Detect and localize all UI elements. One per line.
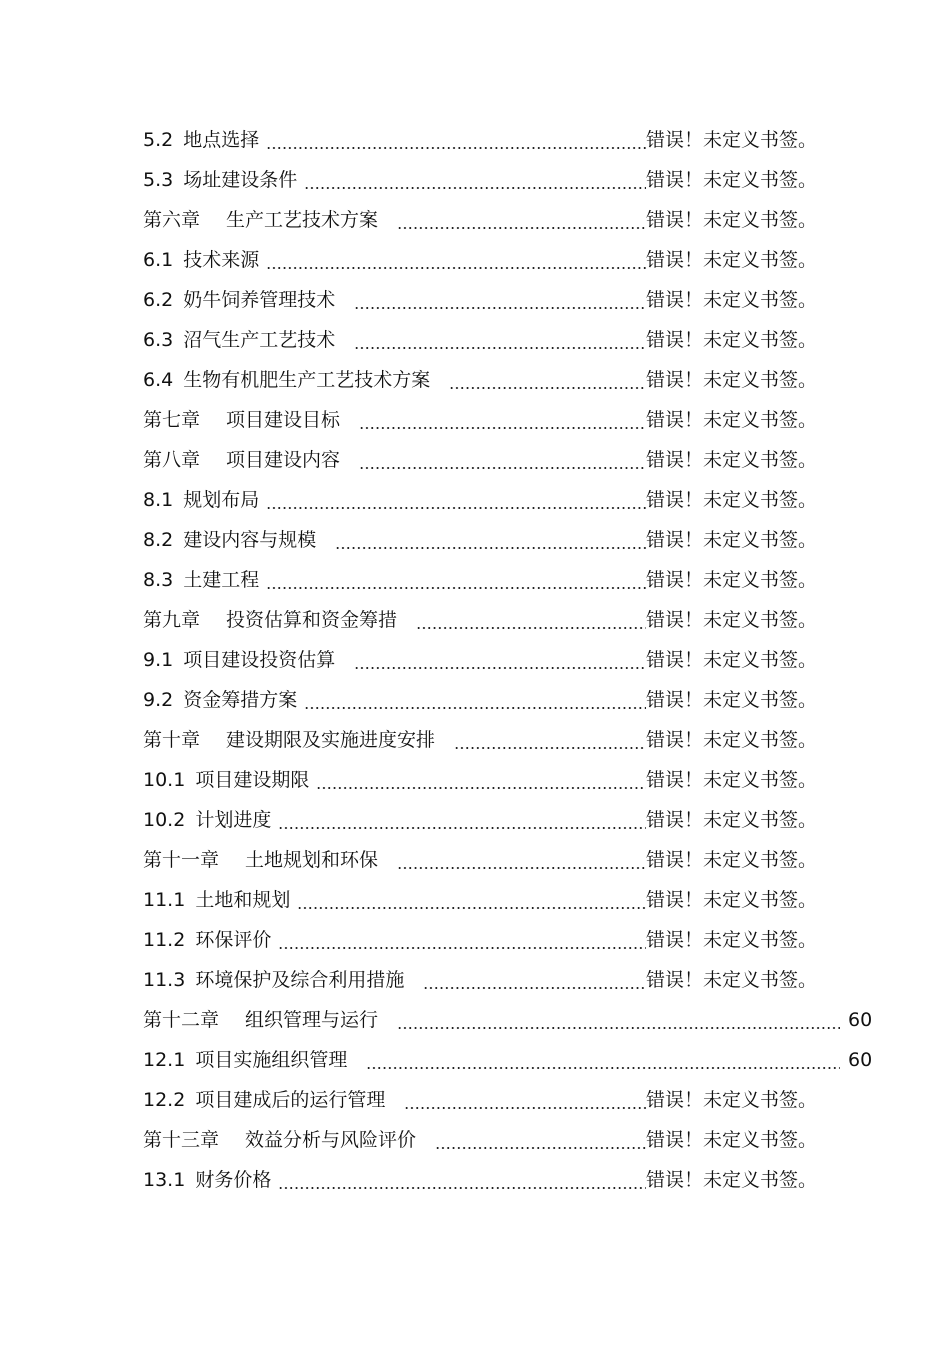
toc-entry-page: 错误！未定义书签。 <box>646 609 818 631</box>
toc-entry[interactable] <box>0 1120 950 1160</box>
toc-entry-page: 60 <box>848 1009 873 1031</box>
toc-entry-heading <box>143 800 271 840</box>
toc-entry-heading <box>143 280 335 320</box>
toc-entry-page: 错误！未定义书签。 <box>646 249 818 271</box>
toc-entry-heading <box>143 160 297 200</box>
dot-leader <box>304 187 646 189</box>
toc-entry-page: 错误！未定义书签。 <box>646 1129 818 1151</box>
toc-entry-title: 环境保护及综合利用措施 <box>195 969 405 991</box>
toc-entry-title: 奶牛饲养管理技术 <box>183 289 336 311</box>
toc-entry-page: 错误！未定义书签。 <box>646 569 818 591</box>
toc-entry-number: 6.2 <box>143 289 174 311</box>
toc-entry-heading <box>143 520 316 560</box>
toc-entry-heading <box>143 880 290 920</box>
toc-entry-heading <box>143 360 430 400</box>
toc-entry-heading <box>143 1120 416 1160</box>
toc-entry-title: 场址建设条件 <box>183 169 298 191</box>
toc-entry[interactable] <box>0 680 950 720</box>
toc-entry-page: 错误！未定义书签。 <box>646 969 818 991</box>
toc-entry[interactable] <box>0 360 950 400</box>
dot-leader <box>278 827 646 829</box>
toc-entry[interactable] <box>0 840 950 880</box>
toc-entry-page: 错误！未定义书签。 <box>646 769 818 791</box>
toc-entry-number: 第六章 <box>143 209 201 231</box>
toc-entry[interactable] <box>0 400 950 440</box>
toc-entry-page: 错误！未定义书签。 <box>646 689 818 711</box>
toc-entry-heading <box>143 760 309 800</box>
dot-leader <box>366 1067 840 1069</box>
toc-entry-heading <box>143 320 335 360</box>
toc-entry-number: 10.1 <box>143 769 186 791</box>
toc-entry-number: 第十一章 <box>143 849 220 871</box>
toc-entry-title: 项目实施组织管理 <box>195 1049 348 1071</box>
toc-entry[interactable] <box>0 520 950 560</box>
dot-leader <box>449 387 646 389</box>
toc-entry-page: 错误！未定义书签。 <box>646 729 818 751</box>
toc-entry[interactable] <box>0 880 950 920</box>
toc-entry-title: 效益分析与风险评价 <box>245 1129 417 1151</box>
toc-entry-title: 建设内容与规模 <box>183 529 317 551</box>
toc-entry-number: 13.1 <box>143 1169 186 1191</box>
toc-entry-number: 11.2 <box>143 929 186 951</box>
toc-entry-heading <box>143 600 397 640</box>
toc-entry[interactable] <box>0 560 950 600</box>
toc-entry[interactable] <box>0 720 950 760</box>
toc-entry-title: 环保评价 <box>195 929 272 951</box>
dot-leader <box>354 347 646 349</box>
toc-entry-heading <box>143 1040 347 1080</box>
toc-entry-page: 错误！未定义书签。 <box>646 849 818 871</box>
toc-entry[interactable] <box>0 1080 950 1120</box>
toc-entry-title: 规划布局 <box>183 489 260 511</box>
toc-entry-heading <box>143 240 259 280</box>
toc-entry-number: 第九章 <box>143 609 201 631</box>
toc-entry-title: 投资估算和资金筹措 <box>226 609 398 631</box>
toc-entry-title: 财务价格 <box>195 1169 272 1191</box>
toc-entry-page: 错误！未定义书签。 <box>646 449 818 471</box>
toc-entry-heading <box>143 200 378 240</box>
dot-leader <box>359 427 646 429</box>
toc-entry-heading <box>143 560 259 600</box>
toc-entry-page: 错误！未定义书签。 <box>646 169 818 191</box>
toc-entry-title: 组织管理与运行 <box>245 1009 379 1031</box>
dot-leader <box>454 747 646 749</box>
toc-entry-number: 11.3 <box>143 969 186 991</box>
toc-entry-number: 6.1 <box>143 249 174 271</box>
toc-entry[interactable] <box>0 1040 950 1080</box>
toc-entry-heading <box>143 840 378 880</box>
toc-entry-number: 11.1 <box>143 889 186 911</box>
toc-entry-page: 60 <box>848 1049 873 1071</box>
dot-leader <box>354 667 646 669</box>
toc-entry[interactable] <box>0 600 950 640</box>
toc-entry-heading <box>143 440 340 480</box>
dot-leader <box>397 1027 840 1029</box>
toc-entry-page: 错误！未定义书签。 <box>646 1089 818 1111</box>
toc-entry-title: 建设期限及实施进度安排 <box>226 729 436 751</box>
toc-entry[interactable] <box>0 280 950 320</box>
toc-entry[interactable] <box>0 200 950 240</box>
toc-entry-heading <box>143 1000 378 1040</box>
toc-entry-title: 项目建设目标 <box>226 409 341 431</box>
toc-entry-number: 6.4 <box>143 369 174 391</box>
dot-leader <box>266 267 646 269</box>
toc-entry-title: 资金筹措方案 <box>183 689 298 711</box>
toc-entry[interactable] <box>0 960 950 1000</box>
dot-leader <box>278 1187 646 1189</box>
toc-entry-heading <box>143 120 259 160</box>
toc-entry-heading <box>143 920 271 960</box>
dot-leader <box>435 1147 646 1149</box>
toc-entry-page: 错误！未定义书签。 <box>646 1169 818 1191</box>
toc-entry-title: 土地和规划 <box>195 889 291 911</box>
toc-entry-number: 9.1 <box>143 649 174 671</box>
toc-entry-title: 项目建设内容 <box>226 449 341 471</box>
toc-entry-title: 生物有机肥生产工艺技术方案 <box>183 369 431 391</box>
toc-entry-number: 8.1 <box>143 489 174 511</box>
dot-leader <box>316 787 646 789</box>
toc-entry[interactable] <box>0 1000 950 1040</box>
toc-entry-number: 9.2 <box>143 689 174 711</box>
dot-leader <box>304 707 646 709</box>
toc-entry[interactable] <box>0 120 950 160</box>
dot-leader <box>397 227 646 229</box>
toc-entry-number: 12.1 <box>143 1049 186 1071</box>
toc-entry-heading <box>143 1080 385 1120</box>
dot-leader <box>423 987 646 989</box>
dot-leader <box>266 147 646 149</box>
toc-entry-heading <box>143 640 335 680</box>
toc-entry-page: 错误！未定义书签。 <box>646 489 818 511</box>
toc-entry[interactable] <box>0 320 950 360</box>
toc-entry[interactable] <box>0 480 950 520</box>
toc-entry-number: 8.2 <box>143 529 174 551</box>
toc-entry-title: 沼气生产工艺技术 <box>183 329 336 351</box>
toc-entry-number: 6.3 <box>143 329 174 351</box>
toc-entry-page: 错误！未定义书签。 <box>646 369 818 391</box>
dot-leader <box>404 1107 646 1109</box>
dot-leader <box>266 587 646 589</box>
toc-entry[interactable] <box>0 240 950 280</box>
toc-entry-page: 错误！未定义书签。 <box>646 929 818 951</box>
toc-entry[interactable] <box>0 640 950 680</box>
dot-leader <box>359 467 646 469</box>
toc-entry-title: 土建工程 <box>183 569 260 591</box>
dot-leader <box>297 907 646 909</box>
toc-entry-title: 土地规划和环保 <box>245 849 379 871</box>
toc-entry-number: 第七章 <box>143 409 201 431</box>
dot-leader <box>266 507 646 509</box>
dot-leader <box>397 867 646 869</box>
dot-leader <box>416 627 646 629</box>
dot-leader <box>354 307 646 309</box>
toc-entry-page: 错误！未定义书签。 <box>646 889 818 911</box>
toc-entry[interactable] <box>0 1160 950 1200</box>
toc-entry-heading <box>143 960 404 1000</box>
toc-entry-number: 5.2 <box>143 129 174 151</box>
toc-entry-number: 12.2 <box>143 1089 186 1111</box>
toc-entry-title: 技术来源 <box>183 249 260 271</box>
dot-leader <box>335 547 646 549</box>
toc-entry-number: 第八章 <box>143 449 201 471</box>
toc-entry-page: 错误！未定义书签。 <box>646 529 818 551</box>
toc-entry-title: 项目建设期限 <box>195 769 310 791</box>
toc-entry-page: 错误！未定义书签。 <box>646 649 818 671</box>
table-of-contents <box>0 120 950 1200</box>
toc-entry-heading <box>143 1160 271 1200</box>
toc-entry-title: 项目建设投资估算 <box>183 649 336 671</box>
toc-entry-page: 错误！未定义书签。 <box>646 129 818 151</box>
toc-entry-heading <box>143 400 340 440</box>
toc-entry-number: 10.2 <box>143 809 186 831</box>
toc-entry-number: 8.3 <box>143 569 174 591</box>
toc-entry-page: 错误！未定义书签。 <box>646 409 818 431</box>
toc-entry[interactable] <box>0 760 950 800</box>
toc-entry[interactable] <box>0 160 950 200</box>
toc-entry[interactable] <box>0 800 950 840</box>
toc-entry-heading <box>143 680 297 720</box>
toc-entry[interactable] <box>0 440 950 480</box>
toc-entry-number: 5.3 <box>143 169 174 191</box>
toc-entry-page: 错误！未定义书签。 <box>646 209 818 231</box>
toc-entry[interactable] <box>0 920 950 960</box>
dot-leader <box>278 947 646 949</box>
toc-entry-title: 计划进度 <box>195 809 272 831</box>
toc-entry-page: 错误！未定义书签。 <box>646 289 818 311</box>
toc-entry-page: 错误！未定义书签。 <box>646 809 818 831</box>
toc-entry-heading <box>143 720 435 760</box>
toc-entry-heading <box>143 480 259 520</box>
toc-entry-title: 地点选择 <box>183 129 260 151</box>
toc-entry-number: 第十二章 <box>143 1009 220 1031</box>
toc-entry-title: 项目建成后的运行管理 <box>195 1089 386 1111</box>
toc-entry-number: 第十三章 <box>143 1129 220 1151</box>
toc-entry-number: 第十章 <box>143 729 201 751</box>
toc-entry-title: 生产工艺技术方案 <box>226 209 379 231</box>
toc-entry-page: 错误！未定义书签。 <box>646 329 818 351</box>
